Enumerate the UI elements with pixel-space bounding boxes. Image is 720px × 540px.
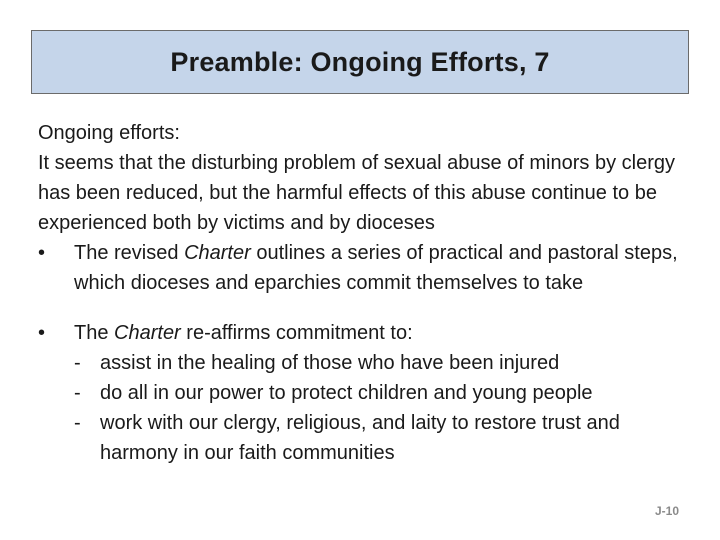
sub-item (74, 408, 698, 468)
bullet-text-part: The (74, 322, 115, 344)
sub-item-marker: - (74, 412, 81, 434)
sub-item (74, 348, 698, 378)
bullet-emphasis: Charter (114, 322, 181, 344)
bullet-lead (74, 318, 698, 348)
sub-item-text: assist in the healing of those who have been injured (100, 352, 560, 374)
sub-item-text: work with our clergy, religious, and laity to restore trust and harmony in our faith communities (100, 412, 620, 464)
bullet-item-2 (38, 318, 698, 468)
slide-title: Preamble: Ongoing Efforts, 7 (170, 46, 550, 77)
slide-number: J-10 (654, 504, 679, 518)
intro-body: It seems that the disturbing problem of sexual abuse of minors by clergy has been reduced, but the harmful effects of this abuse continue to be experienced both by victims and by dioceses (38, 152, 675, 234)
sub-item-marker: - (74, 382, 81, 404)
bullet-text (74, 238, 698, 298)
bullet-text-part: re-affirms commitment to: (180, 322, 413, 344)
sub-item (74, 378, 698, 408)
bullet-emphasis: Charter (184, 242, 251, 264)
slide-content (38, 118, 698, 488)
bullet-text-part: outlines a series of practical and pastoral steps, which dioceses and eparchies commit themselves to take (74, 242, 678, 294)
bullet-marker: • (38, 242, 46, 264)
intro-heading: Ongoing efforts: (38, 122, 180, 144)
bullet-text (74, 318, 698, 468)
sub-item-text: do all in our power to protect children and young people (100, 382, 593, 404)
bullet-marker: • (38, 322, 46, 344)
bullet-text-part: The revised (74, 242, 185, 264)
sub-item-marker: - (74, 352, 81, 374)
bullet-item-1 (38, 238, 698, 298)
title-banner (31, 30, 689, 94)
